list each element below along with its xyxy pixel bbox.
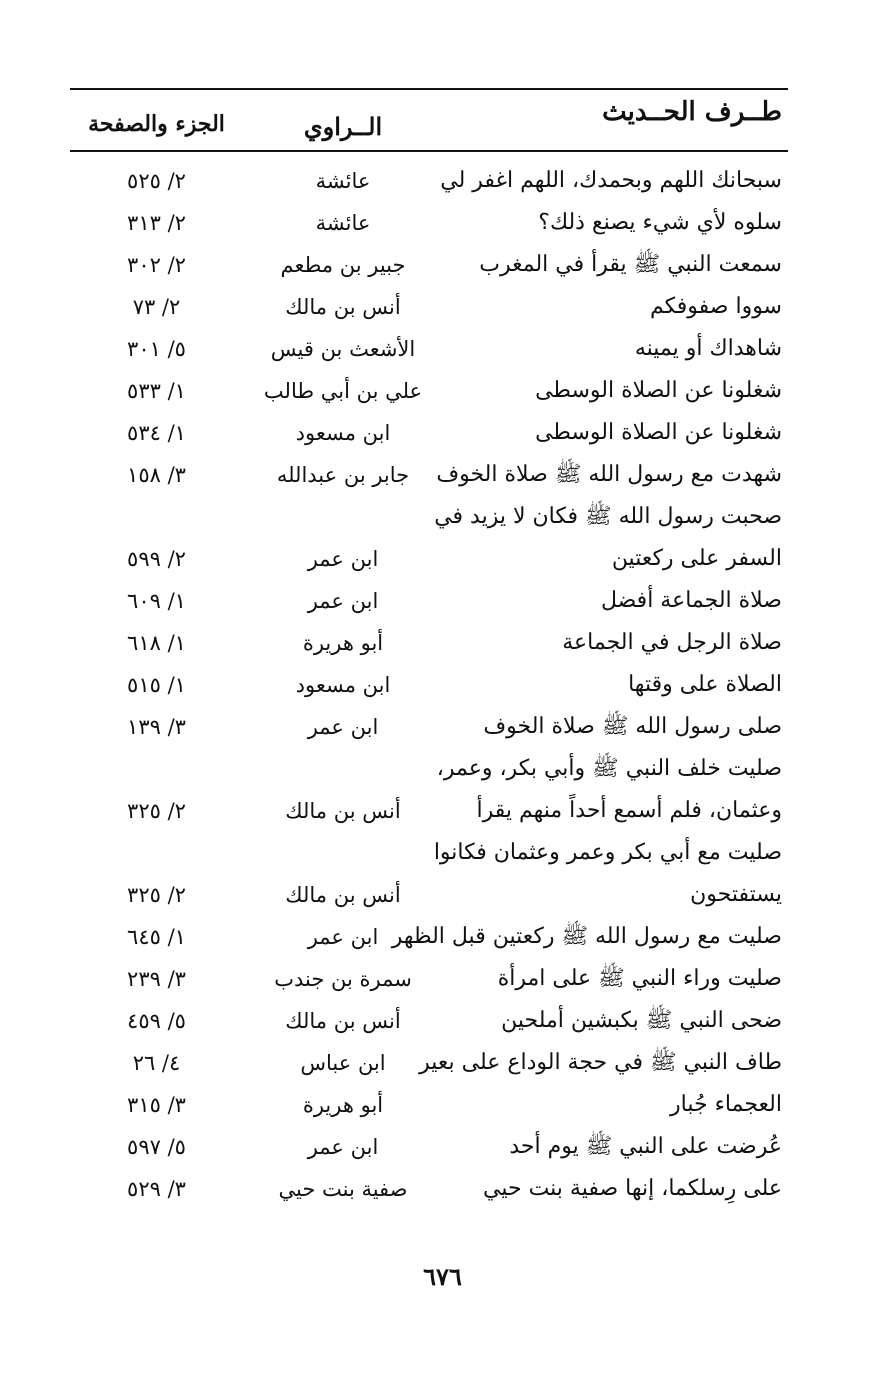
hadith-text <box>443 286 788 328</box>
table-row <box>70 1168 788 1210</box>
narrator: ابن عمر <box>307 547 379 571</box>
narrator: أنس بن مالك <box>285 1009 401 1033</box>
hadith-text-line: شغلونا عن الصلاة الوسطى <box>535 420 782 445</box>
hadith-text <box>443 370 788 412</box>
hadith-text <box>443 664 788 706</box>
volume-page-ref: ١/ ٥٣٣ <box>127 379 186 403</box>
header-hadith-text: طــرف الحــديث <box>602 97 782 127</box>
hadith-text-line: وعثمان، فلم أسمع أحداً منهم يقرأ <box>476 798 782 823</box>
hadith-text-line: شغلونا عن الصلاة الوسطى <box>535 378 782 403</box>
hadith-text-line: سمعت النبي ﷺ يقرأ في المغرب <box>479 252 782 277</box>
hadith-text-line: سبحانك اللهم وبحمدك، اللهم اغفر لي <box>440 168 782 193</box>
narrator: ابن عمر <box>307 715 379 739</box>
table-header <box>70 90 788 150</box>
volume-page-ref: ٥/ ٥٩٧ <box>127 1135 186 1159</box>
table-row <box>70 328 788 370</box>
hadith-text-line: سووا صفوفكم <box>649 294 782 319</box>
hadith-text-line: سلوه لأي شيء يصنع ذلك؟ <box>538 210 782 235</box>
hadith-text <box>443 706 788 748</box>
table-row <box>70 286 788 328</box>
hadith-text-line: صليت خلف النبي ﷺ وأبي بكر، وعمر، <box>436 756 782 781</box>
hadith-text <box>443 958 788 1000</box>
volume-page-ref: ١/ ٥١٥ <box>127 673 186 697</box>
hadith-text <box>443 202 788 244</box>
narrator: ابن عمر <box>307 925 379 949</box>
hadith-text-line: شهدت مع رسول الله ﷺ صلاة الخوف <box>436 462 782 487</box>
volume-page-ref: ١/ ٥٣٤ <box>127 421 186 445</box>
narrator: عائشة <box>315 169 371 193</box>
volume-page-ref: ٢/ ٣٠٢ <box>127 253 186 277</box>
hadith-text-line: شاهداك أو يمينه <box>634 336 782 361</box>
table-row <box>70 748 788 832</box>
narrator: ابن عمر <box>307 1135 379 1159</box>
narrator: صفية بنت حيي <box>278 1177 408 1201</box>
volume-page-ref: ٣/ ٥٢٩ <box>127 1177 186 1201</box>
header-narrator: الــراوي <box>303 111 383 141</box>
volume-page-ref: ٢/ ٥٢٥ <box>127 169 186 193</box>
table-row <box>70 454 788 496</box>
hadith-text-line: عُرضت على النبي ﷺ يوم أحد <box>509 1134 782 1159</box>
hadith-text <box>436 454 788 496</box>
narrator: جابر بن عبدالله <box>276 463 410 487</box>
narrator: أبو هريرة <box>302 631 384 655</box>
hadith-text-line: طاف النبي ﷺ في حجة الوداع على بعير <box>419 1050 782 1075</box>
volume-page-ref: ١/ ٦٠٩ <box>127 589 186 613</box>
table-row <box>70 370 788 412</box>
narrator: سمرة بن جندب <box>274 967 412 991</box>
hadith-text-line: صليت مع أبي بكر وعمر وعثمان فكانوا <box>433 840 782 865</box>
hadith-text <box>391 916 788 958</box>
hadith-text-line: الصلاة على وقتها <box>628 672 782 697</box>
volume-page-ref: ١/ ٦١٨ <box>127 631 186 655</box>
narrator: عائشة <box>315 211 371 235</box>
table-row <box>70 160 788 202</box>
volume-page-ref: ٢/ ٣٢٥ <box>127 799 186 823</box>
hadith-text <box>443 580 788 622</box>
header-volume-page: الجزء والصفحة <box>88 111 225 137</box>
hadith-text-line: صليت وراء النبي ﷺ على امرأة <box>497 966 782 991</box>
volume-page-ref: ٣/ ١٣٩ <box>127 715 186 739</box>
hadith-text <box>443 1000 788 1042</box>
table-row <box>70 1126 788 1168</box>
hadith-text <box>443 412 788 454</box>
hadith-text <box>440 160 788 202</box>
hadith-index-table <box>70 88 788 1210</box>
table-row <box>70 916 788 958</box>
narrator: أنس بن مالك <box>285 883 401 907</box>
hadith-text-line: صلى رسول الله ﷺ صلاة الخوف <box>483 714 782 739</box>
table-row <box>70 706 788 748</box>
volume-page-ref: ٣/ ٢٣٩ <box>127 967 186 991</box>
hadith-text <box>443 1126 788 1168</box>
narrator: علي بن أبي طالب <box>263 379 423 403</box>
hadith-text-line: صليت مع رسول الله ﷺ ركعتين قبل الظهر <box>391 924 782 949</box>
hadith-text-line: العجماء جُبار <box>670 1092 782 1117</box>
narrator: أنس بن مالك <box>285 295 401 319</box>
volume-page-ref: ٢/ ٥٩٩ <box>127 547 186 571</box>
hadith-text-line: السفر على ركعتين <box>611 546 782 571</box>
table-row <box>70 958 788 1000</box>
narrator: أنس بن مالك <box>285 799 401 823</box>
volume-page-ref: ٢/ ٣٢٥ <box>127 883 186 907</box>
table-row <box>70 412 788 454</box>
narrator: جبير بن مطعم <box>280 253 406 277</box>
table-row <box>70 1000 788 1042</box>
hadith-text <box>443 1168 788 1210</box>
volume-page-ref: ٢/ ٣١٣ <box>127 211 186 235</box>
narrator: ابن عباس <box>300 1051 386 1075</box>
volume-page-ref: ٢/ ٧٣ <box>132 295 181 319</box>
table-row <box>70 1084 788 1126</box>
volume-page-ref: ٣/ ٣١٥ <box>127 1093 186 1117</box>
table-row <box>70 580 788 622</box>
narrator: الأشعث بن قيس <box>270 337 416 361</box>
hadith-text <box>443 1084 788 1126</box>
hadith-text <box>434 496 788 580</box>
volume-page-ref: ٥/ ٤٥٩ <box>127 1009 186 1033</box>
hadith-text <box>419 1042 788 1084</box>
volume-page-ref: ١/ ٦٤٥ <box>127 925 186 949</box>
volume-page-ref: ٤/ ٢٦ <box>132 1051 181 1075</box>
table-row <box>70 244 788 286</box>
table-row <box>70 1042 788 1084</box>
volume-page-ref: ٥/ ٣٠١ <box>127 337 186 361</box>
hadith-text <box>443 622 788 664</box>
hadith-text-line: صلاة الرجل في الجماعة <box>562 630 782 655</box>
hadith-text <box>436 748 788 832</box>
hadith-text-line: صحبت رسول الله ﷺ فكان لا يزيد في <box>434 504 782 529</box>
hadith-text <box>443 328 788 370</box>
table-row <box>70 202 788 244</box>
volume-page-ref: ٣/ ١٥٨ <box>127 463 186 487</box>
table-row <box>70 664 788 706</box>
hadith-text-line: يستفتحون <box>690 882 782 907</box>
hadith-text-line: صلاة الجماعة أفضل <box>600 588 782 613</box>
table-row <box>70 496 788 580</box>
table-row <box>70 832 788 916</box>
narrator: ابن مسعود <box>295 421 391 445</box>
table-row <box>70 622 788 664</box>
hadith-text <box>433 832 788 916</box>
hadith-text-line: على رِسلكما، إنها صفية بنت حيي <box>483 1176 782 1201</box>
page-number: ٦٧٦ <box>423 1262 462 1291</box>
narrator: ابن عمر <box>307 589 379 613</box>
hadith-text <box>443 244 788 286</box>
narrator: ابن مسعود <box>295 673 391 697</box>
narrator: أبو هريرة <box>302 1093 384 1117</box>
table-body <box>70 152 788 1210</box>
hadith-text-line: ضحى النبي ﷺ بكبشين أملحين <box>501 1008 782 1033</box>
